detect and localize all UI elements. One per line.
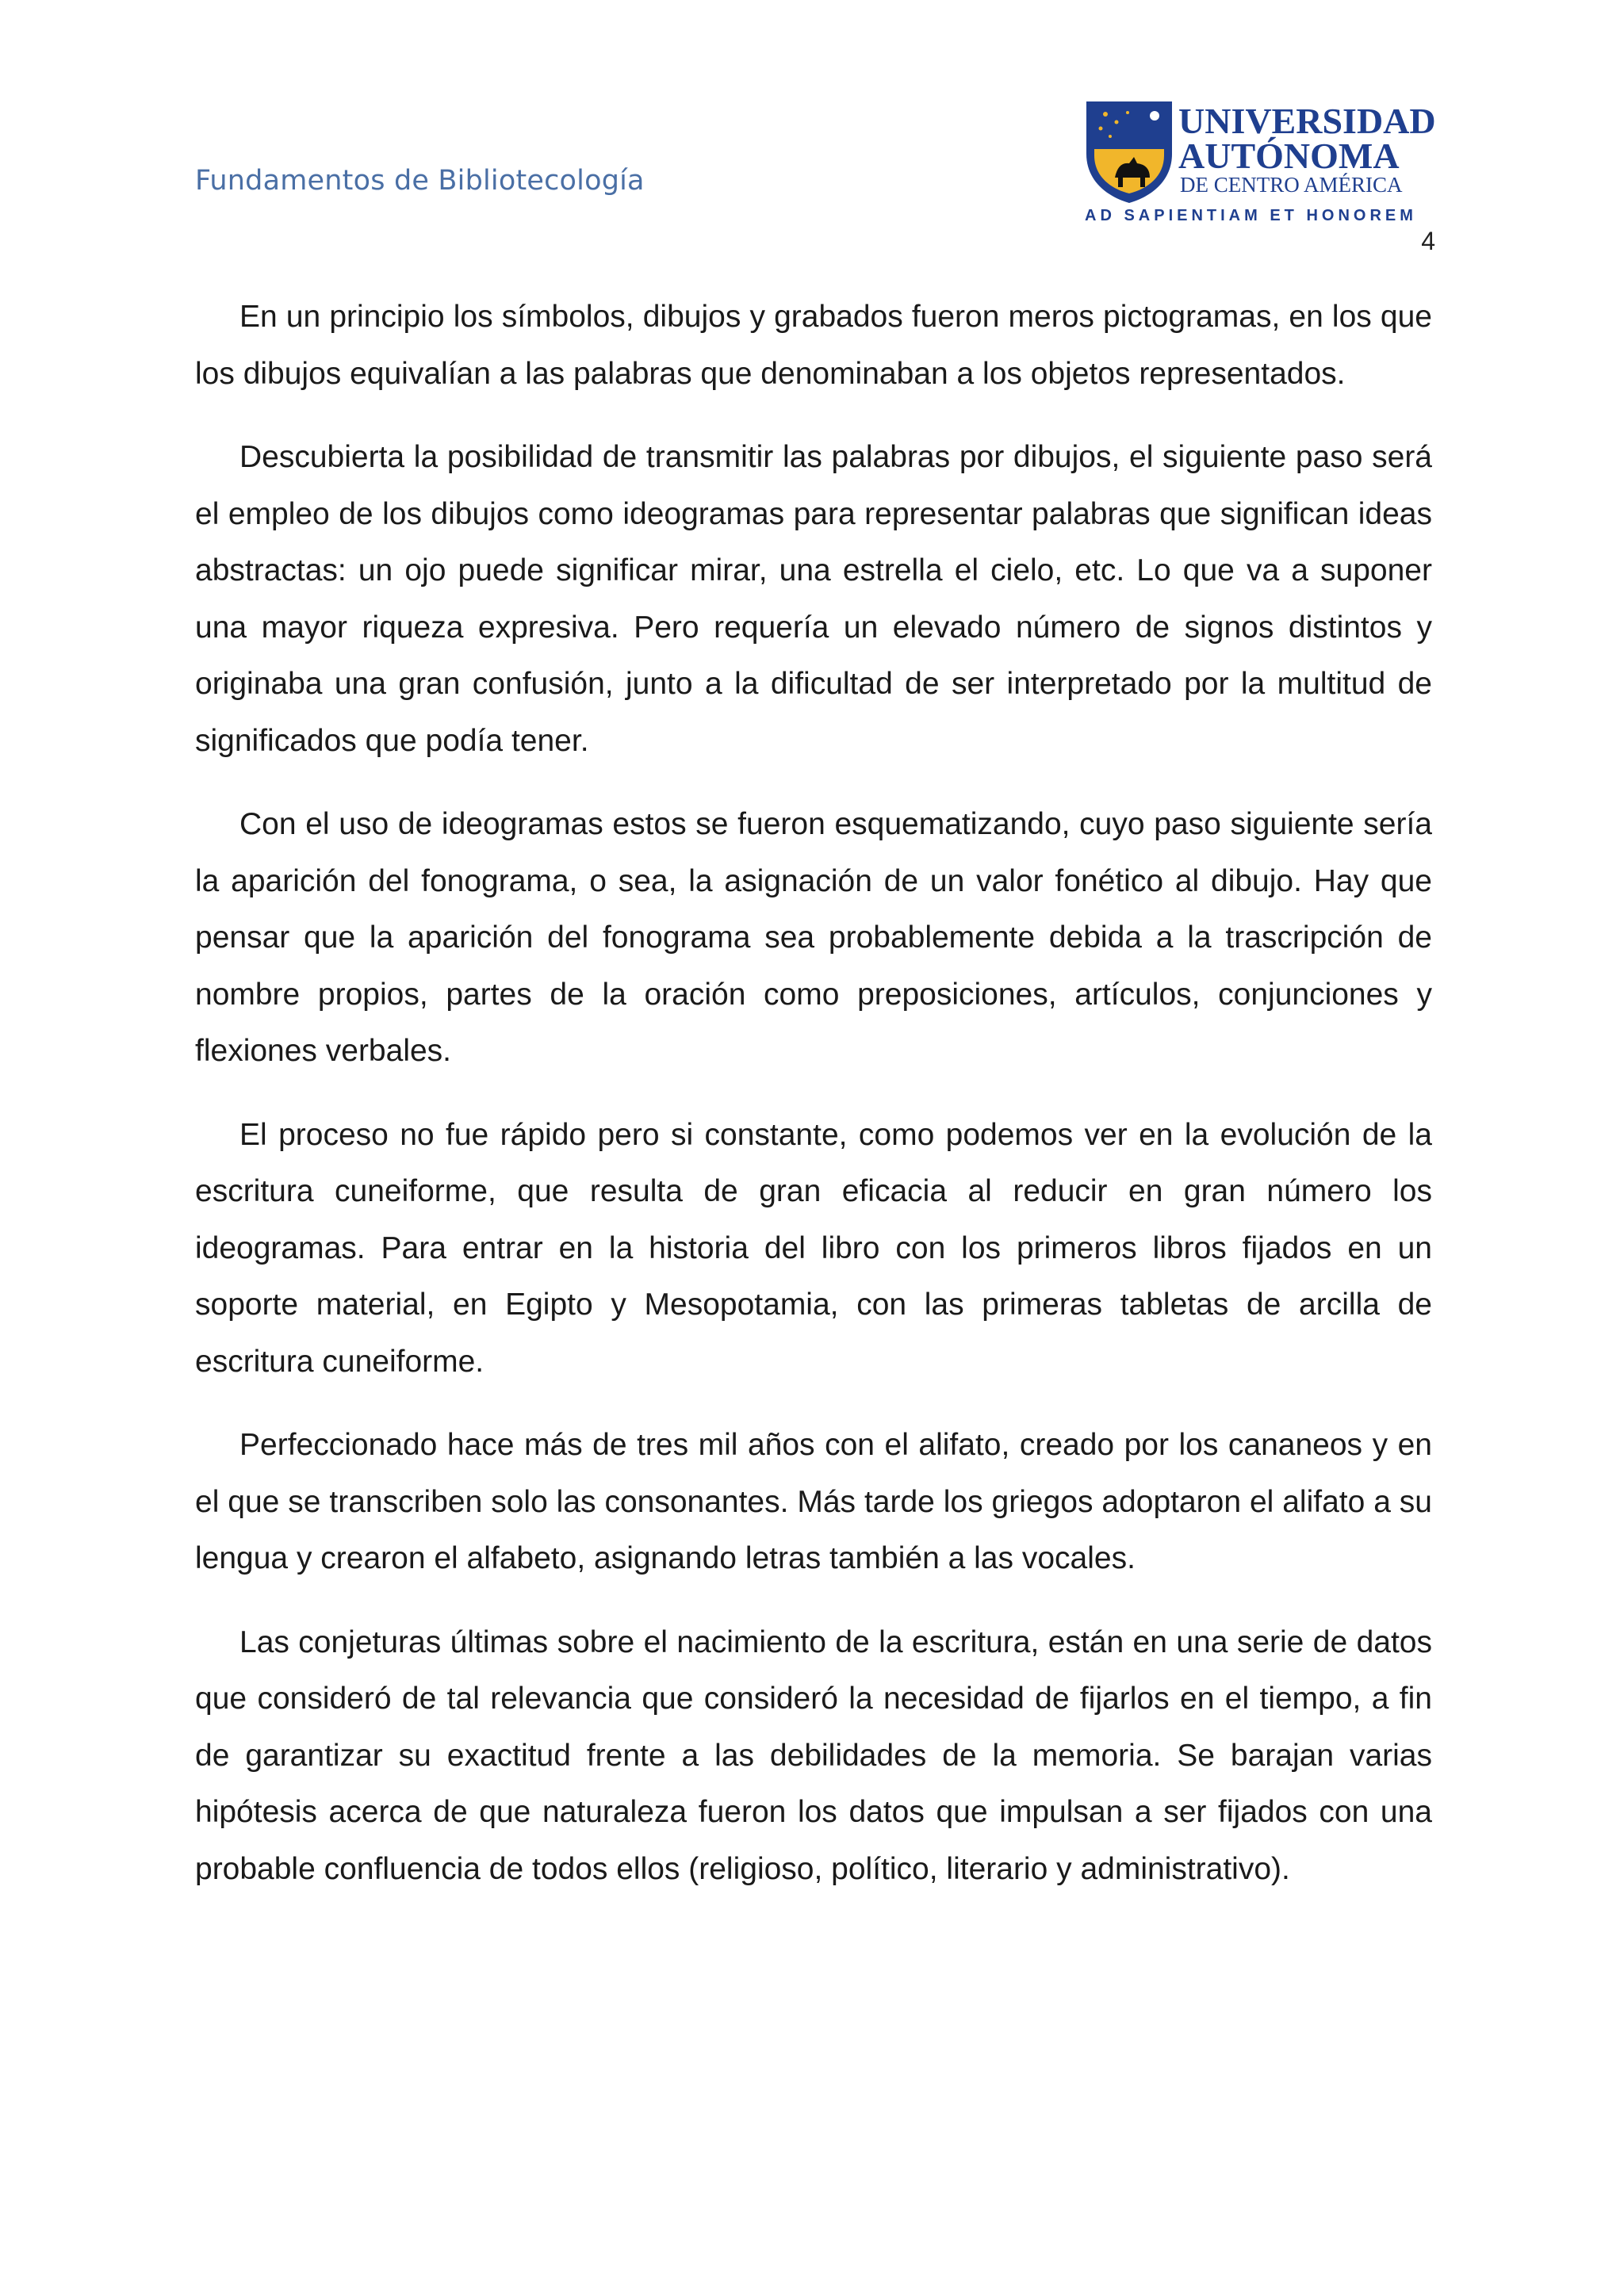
paragraph: El proceso no fue rápido pero si constante, como podemos ver en la evolución de la escritura cuneiforme, que resulta de gran eficacia al reducir en gran número los ideogramas. Para entrar en la historia del libro con los primeros libros fijados en un soporte material, en Egipto y Mesopotamia, con las primeras tabletas de arcilla de escritura cuneiforme. bbox=[195, 1117, 1432, 1379]
logo-motto: AD SAPIENTIAM ET HONOREM bbox=[1085, 207, 1417, 224]
paragraph: Descubierta la posibilidad de transmitir las palabras por dibujos, el siguiente paso será el empleo de los dibujos como ideogramas para representar palabras que significan ideas abstractas: un ojo puede significar mirar, una estrella el cielo, etc. Lo que va a suponer una mayor riqueza expresiva. Pero requería un elevado número de signos distintos y originaba una gran confusión, junto a la dificultad de ser interpretado por la multitud de significados que podía tener. bbox=[195, 440, 1432, 758]
paragraph: Las conjeturas últimas sobre el nacimiento de la escritura, están en una serie de datos que consideró de tal relevancia que consideró la necesidad de fijarlos en el tiempo, a fin de garantizar su exactitud frente a las debilidades de la memoria. Se barajan varias hipótesis acerca de que naturaleza fueron los datos que impulsan a ser fijados con una probable confluencia de todos ellos (religioso, político, literario y administrativo). bbox=[195, 1624, 1432, 1886]
paragraph: Con el uso de ideogramas estos se fueron esquematizando, cuyo paso siguiente sería la aparición del fonograma, o sea, la asignación de un valor fonético al dibujo. Hay que pensar que la aparición del fonograma sea probablemente debida a la trascripción de nombre propios, partes de la oración como preposiciones, artículos, conjunciones y flexiones verbales. bbox=[195, 807, 1432, 1068]
body-text bbox=[195, 289, 1432, 1924]
paragraph: Perfeccionado hace más de tres mil años con el alifato, creado por los cananeos y en el que se transcriben solo las consonantes. Más tarde los griegos adoptaron el alifato a su lengua y crearon el alfabeto, asignando letras también a las vocales. bbox=[195, 1428, 1432, 1575]
university-logo bbox=[1083, 98, 1442, 225]
document-header-title: Fundamentos de Bibliotecología bbox=[195, 165, 645, 197]
page-number: 4 bbox=[1421, 227, 1435, 255]
shield-icon bbox=[1086, 101, 1172, 203]
paragraph: En un principio los símbolos, dibujos y grabados fueron meros pictogramas, en los que los dibujos equivalían a las palabras que denominaban a los objetos representados. bbox=[195, 300, 1432, 391]
logo-line-2: AUTÓNOMA bbox=[1178, 136, 1400, 176]
logo-line-1: UNIVERSIDAD bbox=[1178, 101, 1436, 141]
logo-line-3: DE CENTRO AMÉRICA bbox=[1180, 173, 1403, 197]
